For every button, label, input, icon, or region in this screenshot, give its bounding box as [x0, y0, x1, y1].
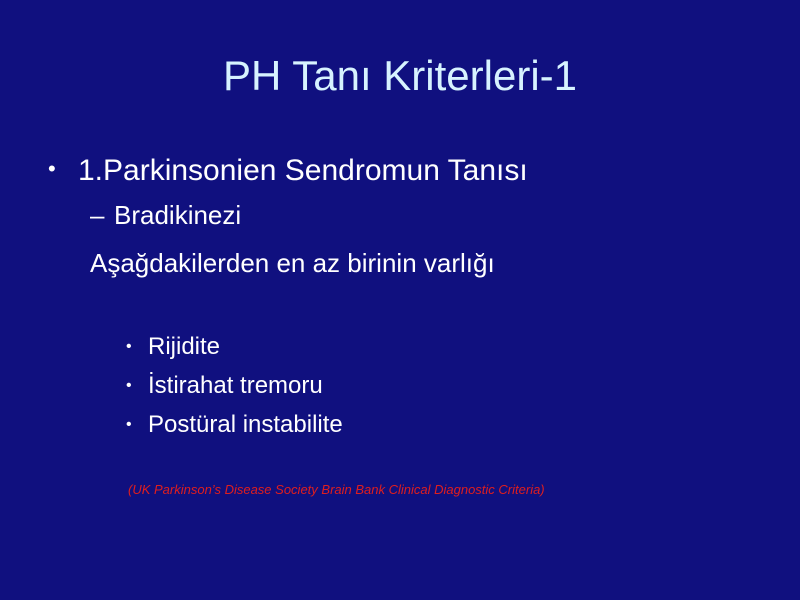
- bullet-dot-icon: •: [126, 338, 132, 355]
- bullet-dot-icon: •: [126, 416, 132, 433]
- bullet-level3-item: [126, 371, 323, 401]
- slide-title: PH Tanı Kriterleri-1: [222, 52, 577, 99]
- bullet-dot-icon: •: [48, 156, 56, 181]
- bullet-level1-text: 1.Parkinsonien Sendromun Tanısı: [78, 154, 528, 187]
- bullet-level3-text: İstirahat tremoru: [148, 372, 323, 399]
- bullet-level2-text: Bradikinezi: [114, 200, 242, 230]
- bullet-level3-text: Rijidite: [148, 333, 221, 360]
- bullet-level3-text: Postüral instabilite: [148, 411, 343, 438]
- bullet-level3-item: [126, 332, 220, 362]
- reference-note: (UK Parkinson’s Disease Society Brain Bank Clinical Diagnostic Criteria): [128, 482, 545, 497]
- bullet-dot-icon: •: [126, 377, 132, 394]
- bullet-level2: [90, 198, 241, 232]
- bullet-level3-item: [126, 410, 343, 440]
- plain-text-line: Aşağdakilerden en az birinin varlığı: [90, 248, 495, 278]
- dash-icon: –: [90, 200, 105, 230]
- bullet-level1: [48, 150, 528, 190]
